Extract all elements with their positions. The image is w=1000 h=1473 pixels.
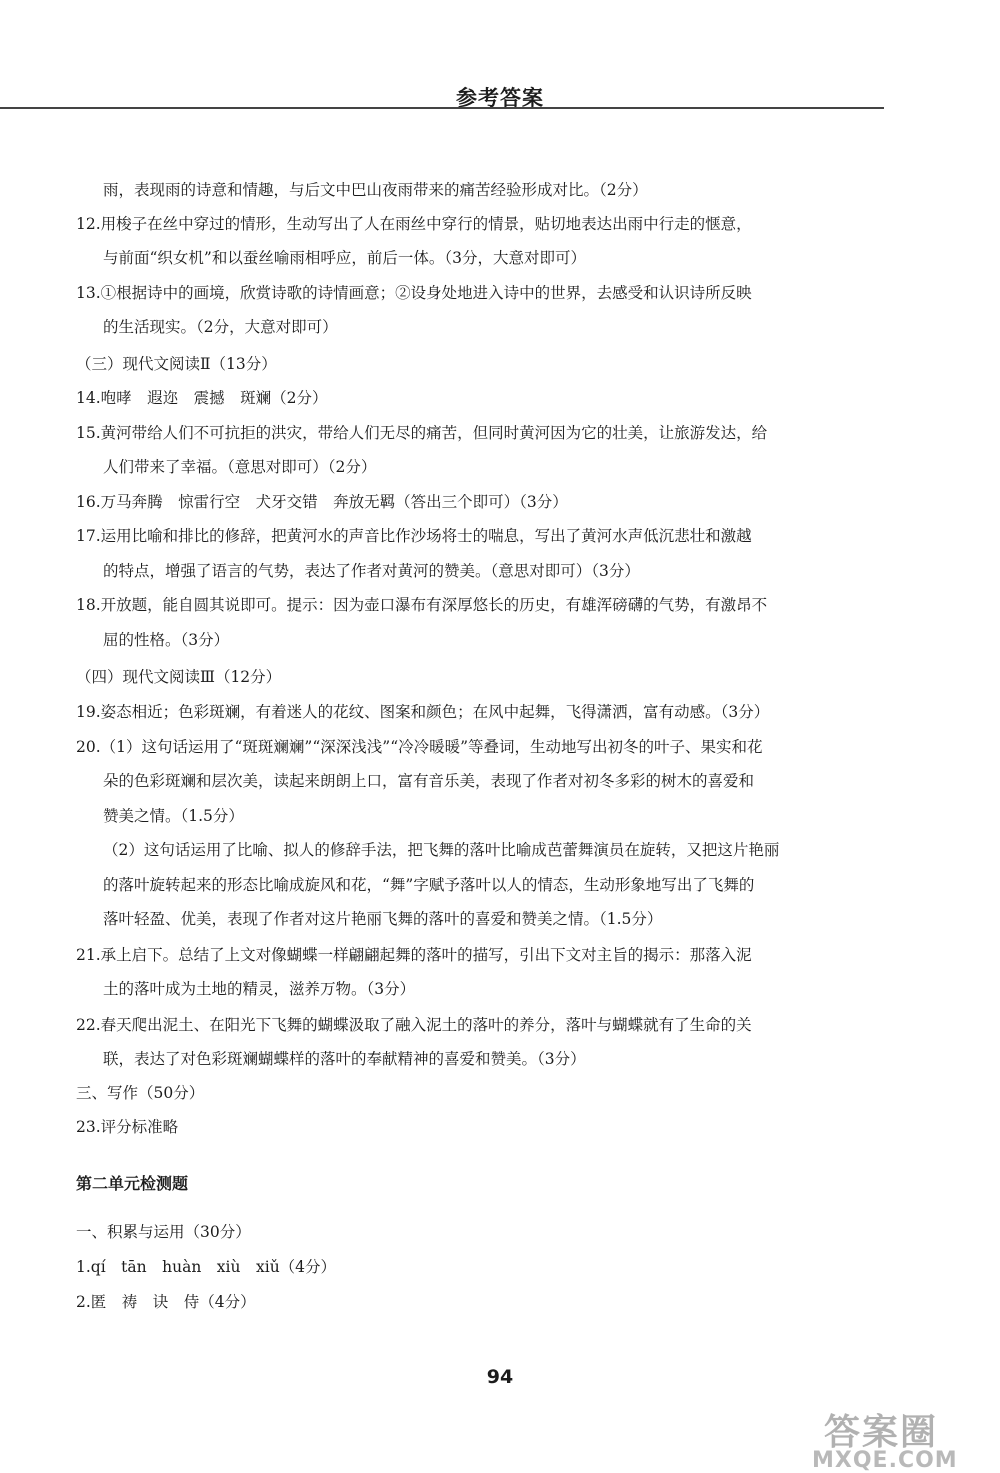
- answer-line: 三、写作（50分）: [76, 1084, 205, 1102]
- answer-line: 朵的色彩斑斓和层次美，读起来朗朗上口，富有音乐美，表现了作者对初冬多彩的树木的喜爱和: [103, 772, 755, 790]
- answer-line: 18.开放题，能自圆其说即可。提示：因为壶口瀑布有深厚悠长的历史，有雄浑磅礴的气势，有激昂不: [76, 596, 768, 614]
- answer-line: 2.匿 祷 诀 侍（4分）: [76, 1293, 256, 1311]
- answer-line: 21.承上启下。总结了上文对像蝴蝶一样翩翩起舞的落叶的描写，引出下文对主旨的揭示：那落入泥: [76, 946, 752, 964]
- answer-line: 雨，表现雨的诗意和情趣，与后文中巴山夜雨带来的痛苦经验形成对比。（2分）: [103, 181, 648, 199]
- answer-line: 屈的性格。（3分）: [103, 631, 230, 649]
- answer-line: 14.咆哮 遐迩 震撼 斑斓（2分）: [76, 389, 328, 407]
- page-number: 94: [486, 1366, 514, 1388]
- watermark-logo-text: 答案圈: [824, 1412, 939, 1453]
- header-title: 参考答案: [456, 86, 544, 110]
- answer-line: 的落叶旋转起来的形态比喻成旋风和花，“舞”字赋予落叶以人的情态，生动形象地写出了飞舞的: [103, 876, 755, 894]
- answer-line: （2）这句话运用了比喻、拟人的修辞手法，把飞舞的落叶比喻成芭蕾舞演员在旋转，又把这片艳丽: [103, 841, 780, 859]
- answer-line: 1.qí tān huàn xiù xiǔ（4分）: [76, 1258, 337, 1276]
- answer-line: 19.姿态相近；色彩斑斓，有着迷人的花纹、图案和颜色；在风中起舞，飞得潇洒，富有动感。（3分）: [76, 703, 770, 721]
- answer-line: 16.万马奔腾 惊雷行空 犬牙交错 奔放无羁（答出三个即可）（3分）: [76, 493, 568, 511]
- answer-line: 15.黄河带给人们不可抗拒的洪灾，带给人们无尽的痛苦，但同时黄河因为它的壮美，让旅游发达，给: [76, 424, 768, 442]
- answer-line: 联，表达了对色彩斑斓蝴蝶样的落叶的奉献精神的喜爱和赞美。（3分）: [103, 1050, 586, 1068]
- header-divider: [0, 107, 884, 109]
- answer-line: 土的落叶成为土地的精灵，滋养万物。（3分）: [103, 980, 416, 998]
- answer-line: 与前面“织女机”和以蚕丝喻雨相呼应，前后一体。（3分，大意对即可）: [103, 249, 586, 267]
- answer-line: 20.（1）这句话运用了“斑斑斓斓”“深深浅浅”“冷冷暖暖”等叠词，生动地写出初冬的叶子、果实和花: [76, 738, 763, 756]
- answer-line: 的特点，增强了语言的气势，表达了作者对黄河的赞美。（意思对即可）（3分）: [103, 562, 640, 580]
- answer-line: 22.春天爬出泥土、在阳光下飞舞的蝴蝶汲取了融入泥土的落叶的养分，落叶与蝴蝶就有了生命的关: [76, 1016, 752, 1034]
- section-heading: 第二单元检测题: [76, 1174, 189, 1193]
- watermark-url: MXQE.COM: [812, 1448, 958, 1473]
- answer-line: 23.评分标准略: [76, 1118, 179, 1136]
- answer-line: 13.①根据诗中的画境，欣赏诗歌的诗情画意；②设身处地进入诗中的世界，去感受和认识诗所反映: [76, 284, 752, 302]
- answer-line: 赞美之情。（1.5分）: [103, 807, 244, 825]
- answer-line: 落叶轻盈、优美，表现了作者对这片艳丽飞舞的落叶的喜爱和赞美之情。（1.5分）: [103, 910, 663, 928]
- answer-line: （三）现代文阅读Ⅱ（13分）: [76, 355, 277, 373]
- answer-line: （四）现代文阅读Ⅲ（12分）: [76, 668, 282, 686]
- answer-line: 17.运用比喻和排比的修辞，把黄河水的声音比作沙场将士的喘息，写出了黄河水声低沉悲壮和激越: [76, 527, 752, 545]
- answer-line: 一、积累与运用（30分）: [76, 1223, 251, 1241]
- answer-line: 的生活现实。（2分，大意对即可）: [103, 318, 338, 336]
- answer-line: 人们带来了幸福。（意思对即可）（2分）: [103, 458, 377, 476]
- answer-line: 12.用梭子在丝中穿过的情形，生动写出了人在雨丝中穿行的情景，贴切地表达出雨中行走的惬意，: [76, 215, 752, 233]
- site-watermark: [806, 1404, 1000, 1471]
